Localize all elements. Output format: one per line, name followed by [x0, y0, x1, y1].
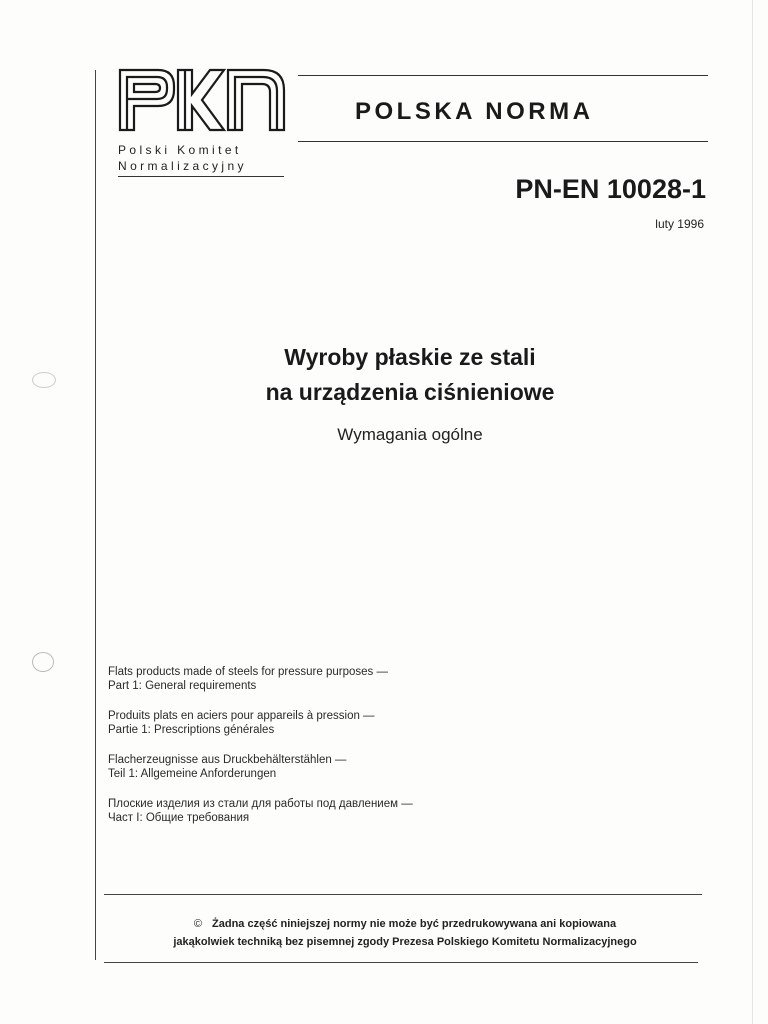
translation-line: Teil 1: Allgemeine Anforderungen	[108, 768, 277, 780]
translation-russian	[108, 797, 413, 825]
document-title-line-1: Wyroby płaskie ze stali	[284, 344, 536, 370]
translation-line: Flacherzeugnisse aus Druckbehälterstählen —	[108, 754, 347, 766]
punch-hole-mark	[32, 372, 56, 388]
pkn-logo	[118, 68, 286, 132]
copyright-text: Żadna część niniejszej normy nie może być przedrukowywana ani kopiowana	[212, 918, 617, 930]
norm-label: POLSKA NORMA	[355, 98, 594, 125]
translation-line: Flats products made of steels for pressure purposes —	[108, 666, 388, 678]
footer-top-rule	[104, 894, 702, 895]
translation-line: Плоские изделия из стали для работы под давлением —	[108, 798, 413, 810]
translation-english	[108, 665, 388, 693]
translation-line: Produits plats en aciers pour appareils à pression —	[108, 710, 375, 722]
standard-number: PN-EN 10028-1	[515, 174, 706, 204]
org-name-line-2: Normalizacyjny	[118, 159, 247, 173]
footer-bottom-rule	[104, 962, 698, 963]
publication-date: luty 1996	[655, 217, 704, 231]
page-edge	[752, 0, 753, 1024]
copyright-icon: ©	[193, 918, 203, 930]
translation-line: Част I: Общие требования	[108, 812, 250, 824]
translation-line: Part 1: General requirements	[108, 680, 257, 692]
left-margin-rule	[95, 70, 96, 960]
document-title-line-2: na urządzenia ciśnieniowe	[265, 379, 555, 405]
header-bottom-rule	[298, 141, 708, 142]
header-top-rule	[298, 75, 708, 76]
copyright-line-2: jakąkolwiek techniką bez pisemnej zgody Prezesa Polskiego Komitetu Normalizacyjnego	[173, 936, 637, 948]
org-name-line-1: Polski Komitet	[118, 143, 242, 157]
translation-line: Partie 1: Prescriptions générales	[108, 724, 275, 736]
logo-underline	[118, 176, 284, 177]
copyright-line-1	[100, 918, 710, 930]
punch-hole-mark	[32, 652, 54, 672]
translation-french	[108, 709, 375, 737]
translation-german	[108, 753, 346, 781]
document-subtitle: Wymagania ogólne	[337, 425, 483, 444]
